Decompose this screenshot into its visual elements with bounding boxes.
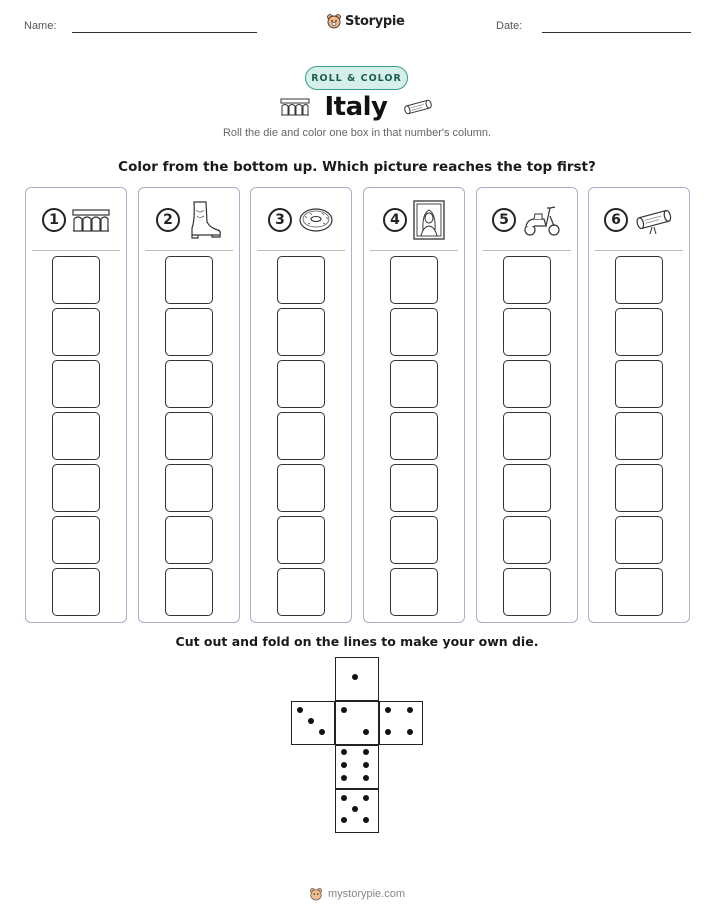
die-pip [363,762,369,768]
column-6 [588,187,690,623]
column-divider [257,250,345,251]
color-box[interactable] [52,464,100,512]
column-1 [25,187,127,623]
color-box[interactable] [277,256,325,304]
color-box[interactable] [165,256,213,304]
instruction: Color from the bottom up. Which picture reaches the top first? [118,159,596,175]
die-face-2 [335,701,379,745]
die-pip [363,749,369,755]
aqueduct-icon [72,207,110,233]
column-header [139,198,239,242]
color-box[interactable] [503,256,551,304]
column-header [364,198,464,242]
bear-icon [326,13,342,29]
aqueduct-icon [280,97,310,117]
color-box[interactable] [277,412,325,460]
subtitle: Roll the die and color one box in that number's column. [222,127,492,139]
column-divider [483,250,571,251]
color-box[interactable] [165,412,213,460]
die-pip [407,729,413,735]
brand-name: Storypie [345,13,405,29]
column-number: 5 [492,208,516,232]
die-pip [308,718,314,724]
die-pip [352,674,358,680]
die-face-6 [335,745,379,789]
color-box[interactable] [390,568,438,616]
color-box[interactable] [615,464,663,512]
column-number: 1 [42,208,66,232]
column-number: 4 [383,208,407,232]
color-box[interactable] [165,360,213,408]
color-box[interactable] [52,308,100,356]
color-box[interactable] [390,464,438,512]
die-pip [363,729,369,735]
color-box[interactable] [390,308,438,356]
name-line[interactable] [72,32,257,33]
color-box[interactable] [390,256,438,304]
die-pip [341,762,347,768]
die-pip [385,707,391,713]
color-box[interactable] [390,412,438,460]
footer [0,887,714,901]
die-pip [297,707,303,713]
scroll-icon [634,205,674,235]
color-box[interactable] [277,360,325,408]
column-divider [32,250,120,251]
color-box[interactable] [52,256,100,304]
die-pip [363,817,369,823]
column-divider [370,250,458,251]
die-pip [319,729,325,735]
color-box[interactable] [615,308,663,356]
column-divider [595,250,683,251]
die-face-4 [379,701,423,745]
date-label: Date: [496,20,523,32]
column-header [26,198,126,242]
die-pip [363,775,369,781]
brand-logo [326,13,405,29]
column-header [251,198,351,242]
color-box[interactable] [615,256,663,304]
color-box[interactable] [503,516,551,564]
die-pip [341,775,347,781]
column-4 [363,187,465,623]
activity-badge: ROLL & COLOR [305,66,408,90]
color-box[interactable] [390,360,438,408]
die-pip [352,806,358,812]
color-box[interactable] [52,568,100,616]
color-box[interactable] [277,516,325,564]
die-face-1 [335,657,379,701]
color-box[interactable] [165,464,213,512]
die-face-5 [335,789,379,833]
die-pip [341,817,347,823]
die-face-3 [291,701,335,745]
die-instruction: Cut out and fold on the lines to make your own die. [175,634,539,649]
color-box[interactable] [615,516,663,564]
color-box[interactable] [165,568,213,616]
page-title: Italy [324,92,388,122]
portrait-icon [413,200,445,240]
color-box[interactable] [52,412,100,460]
column-5 [476,187,578,623]
name-label: Name: [24,20,57,32]
color-box[interactable] [277,464,325,512]
color-box[interactable] [503,308,551,356]
color-box[interactable] [615,412,663,460]
color-box[interactable] [277,308,325,356]
color-box[interactable] [503,360,551,408]
column-number: 6 [604,208,628,232]
column-header [477,198,577,242]
color-box[interactable] [277,568,325,616]
column-2 [138,187,240,623]
color-box[interactable] [615,568,663,616]
scroll-icon [402,97,434,117]
color-box[interactable] [503,568,551,616]
bear-icon [309,887,323,901]
column-number: 2 [156,208,180,232]
die-pip [341,749,347,755]
column-header [589,198,689,242]
footer-url[interactable]: mystorypie.com [327,888,406,900]
title-row [0,92,714,122]
die-pip [341,795,347,801]
date-line[interactable] [542,32,691,33]
color-box[interactable] [165,516,213,564]
column-divider [145,250,233,251]
die-pip [363,795,369,801]
column-number: 3 [268,208,292,232]
color-box[interactable] [390,516,438,564]
color-box[interactable] [503,464,551,512]
donut-icon [298,206,334,234]
boot-icon [186,200,222,240]
color-box[interactable] [52,516,100,564]
die-pip [385,729,391,735]
die-pip [407,707,413,713]
color-box[interactable] [165,308,213,356]
scooter-icon [522,202,562,238]
die-pip [341,707,347,713]
color-box[interactable] [503,412,551,460]
color-box[interactable] [52,360,100,408]
color-box[interactable] [615,360,663,408]
column-3 [250,187,352,623]
